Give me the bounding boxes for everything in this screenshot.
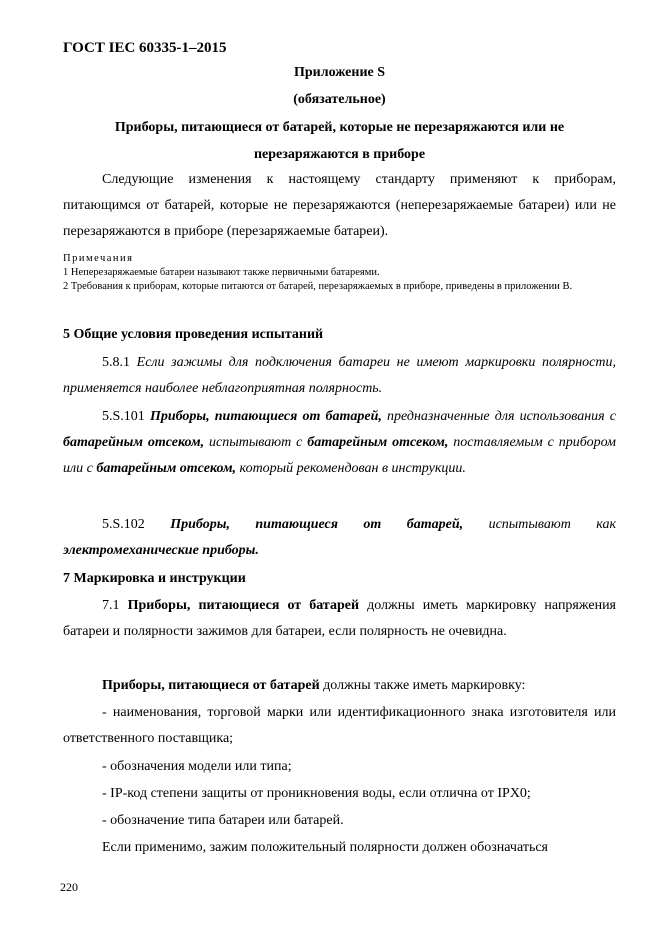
clause-text: предназначенные для использования с [381, 409, 616, 424]
clause-number: 5.8.1 [102, 355, 130, 370]
clause-text: поставляемым с прибором или с [63, 435, 616, 476]
clause-7-1 [63, 593, 616, 645]
clause-number: 5.S.101 [102, 409, 145, 424]
clause-5-s-101 [63, 404, 616, 482]
clause-5-s-102 [63, 512, 616, 564]
list-item: - IP-код степени защиты от проникновения воды, если отлична от IPX0; [102, 786, 531, 801]
page-number: 220 [60, 880, 78, 894]
note-2: 2 Требования к приборам, которые питаются от батарей, перезаряжаемых в приборе, приведены в приложении B. [63, 281, 573, 292]
term: Приборы, питающиеся от батарей, [170, 517, 464, 532]
term: электромеханические приборы. [63, 543, 259, 558]
clause-text: Если зажимы для подключения батареи не имеют маркировки полярности, применяется наиболее неблагоприятная полярность. [63, 355, 617, 396]
term: Приборы, питающиеся от батарей [127, 598, 360, 613]
term: Приборы, питающиеся от батарей [102, 678, 320, 693]
notes-block [63, 252, 616, 294]
annex-status: (обязательное) [293, 92, 386, 107]
term: Приборы, питающиеся от батарей, [149, 409, 382, 424]
section-7-heading: 7 Маркировка и инструкции [63, 571, 246, 586]
marking-intro [63, 673, 616, 699]
section-5-heading: 5 Общие условия проведения испытаний [63, 327, 324, 342]
clause-text: который рекомендован в инструкции. [236, 461, 466, 476]
notes-label: Примечания [63, 253, 134, 264]
term: батарейным отсеком, [63, 435, 205, 450]
annex-subject: Приборы, питающиеся от батарей, которые не перезаряжаются или не перезаряжаются в приборе [114, 120, 565, 162]
note-1: 1 Неперезаряжаемые батареи называют также первичными батареями. [63, 267, 380, 278]
clause-number: 5.S.102 [102, 517, 145, 532]
clause-text: должны иметь маркировку напряжения батареи и полярности зажимов для батареи, если полярность не очевидна. [63, 598, 616, 639]
clause-text: должны также иметь маркировку: [319, 678, 526, 693]
list-item: - обозначения модели или типа; [102, 759, 292, 774]
document-code: ГОСТ IEC 60335-1–2015 [63, 40, 227, 56]
intro-paragraph: Следующие изменения к настоящему стандарту применяют к приборам, питающимся от батарей, которые не перезаряжаются (неперезаряжаемые батареи) или не перезаряжаются в приборе (перезаряжаемые батареи). [63, 172, 616, 239]
clause-text: испытывают с [204, 435, 308, 450]
term: батарейным отсеком, [307, 435, 449, 450]
list-item: - наименования, торговой марки или идентификационного знака изготовителя или ответственного поставщика; [63, 705, 616, 746]
clause-text: испытывают как [463, 517, 617, 532]
term: батарейным отсеком, [96, 461, 237, 476]
last-paragraph: Если применимо, зажим положительный полярности должен обозначаться [102, 840, 548, 855]
clause-5-8-1 [63, 350, 616, 402]
annex-title: Приложение S [293, 65, 386, 80]
clause-number: 7.1 [102, 598, 120, 613]
list-item: - обозначение типа батареи или батарей. [102, 813, 344, 828]
